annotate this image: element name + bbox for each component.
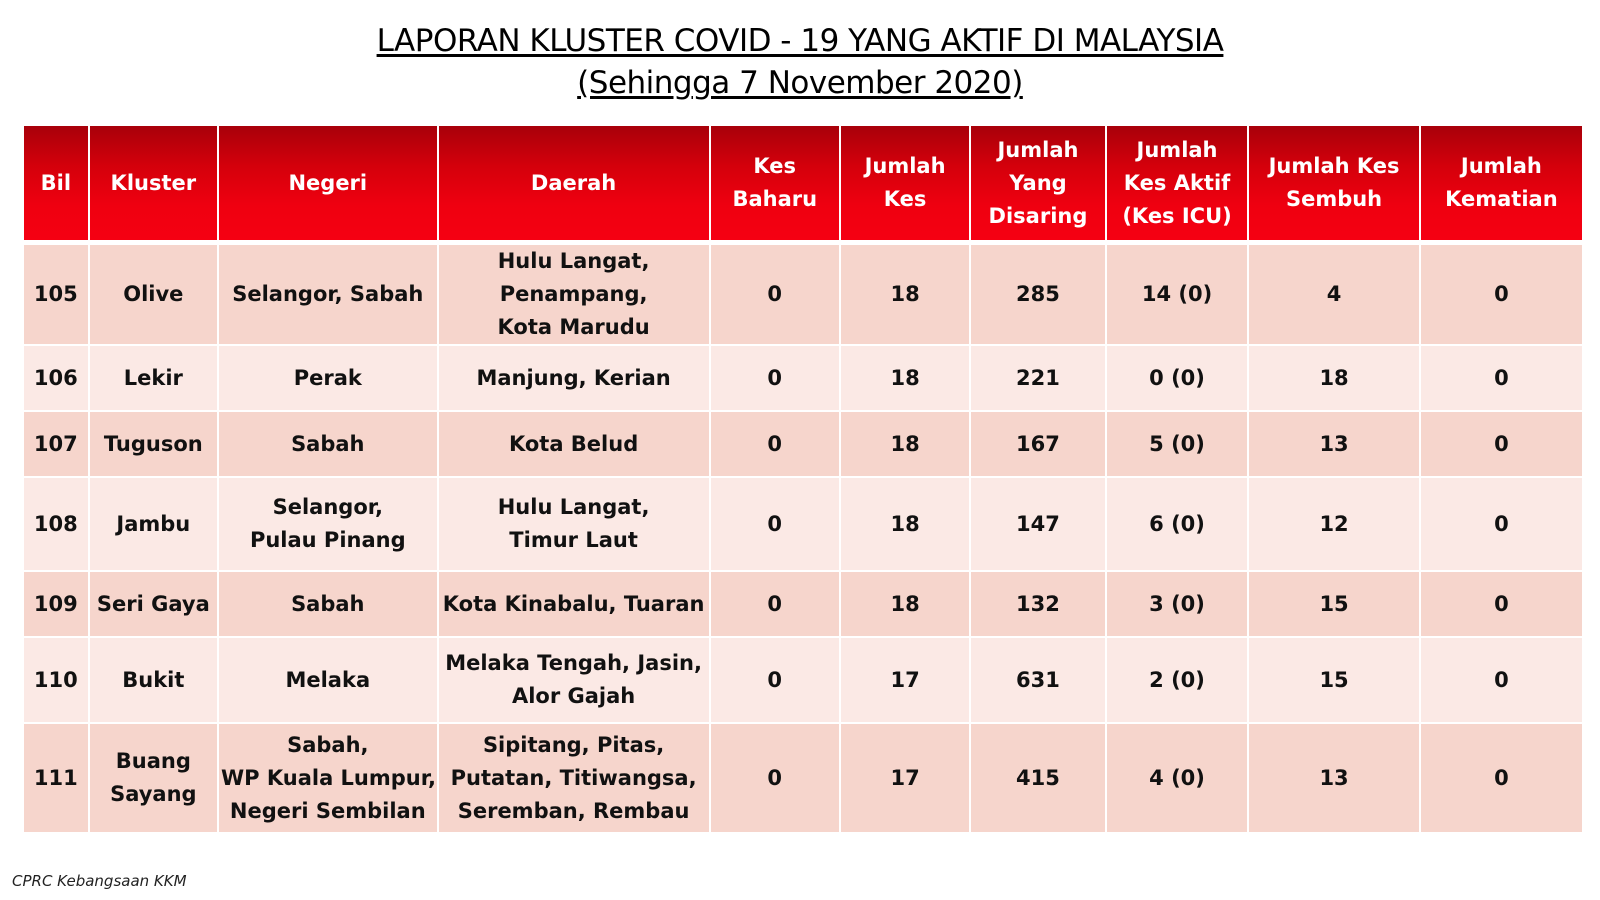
cell-negeri [218,571,438,637]
cell-text-line: Buang [115,749,191,773]
cell-bil: 107 [23,411,89,477]
cell-text-line: Selangor, Sabah [232,282,424,306]
header-jumlah-disaring [970,125,1105,243]
cell-text-line: Selangor, [272,495,383,519]
cell-text-line: WP Kuala Lumpur, [220,765,436,790]
title-block [0,20,1600,104]
cell-bil: 109 [23,571,89,637]
table-header-row [23,125,1583,243]
header-label-line: Kes [753,154,797,178]
table-row [23,345,1583,411]
cell-kes-sembuh: 15 [1248,571,1419,637]
cell-daerah [438,243,710,346]
header-label-line: Jumlah [864,154,946,178]
cell-kes-aktif-icu: 6 (0) [1106,477,1249,571]
cell-daerah [438,571,710,637]
cell-negeri [218,477,438,571]
cell-bil: 111 [23,723,89,833]
cell-text-line: Sabah [291,431,365,456]
cell-jumlah-kes: 18 [840,571,970,637]
cell-kes-sembuh: 18 [1248,345,1419,411]
cell-jumlah-kes: 17 [840,637,970,723]
header-label-line: Sembuh [1285,187,1383,211]
cell-kes-aktif-icu: 3 (0) [1106,571,1249,637]
header-label-line: Yang [1009,170,1067,195]
cell-kes-sembuh: 4 [1248,243,1419,346]
header-kes-baharu [710,125,840,243]
cell-jumlah-disaring: 631 [970,637,1105,723]
header-label-line: Daerah [530,170,617,195]
cell-bil: 110 [23,637,89,723]
cell-jumlah-disaring: 221 [970,345,1105,411]
cell-text-line: Perak [293,365,362,390]
cell-kes-sembuh: 13 [1248,411,1419,477]
cell-negeri [218,637,438,723]
cell-jumlah-kes: 18 [840,411,970,477]
cell-text-line: Kota Marudu [497,315,650,339]
cell-kes-baharu: 0 [710,637,840,723]
cell-jumlah-kes: 18 [840,345,970,411]
cell-text-line: Penampang, [499,282,648,306]
cell-text-line: Jambu [116,511,191,536]
cell-kes-baharu: 0 [710,571,840,637]
cell-kluster [89,637,218,723]
cell-text-line: Seremban, Rembau [457,798,690,823]
cell-kes-aktif-icu: 2 (0) [1106,637,1249,723]
cell-text-line: Hulu Langat, [497,249,650,273]
cell-kes-baharu: 0 [710,477,840,571]
cell-kes-sembuh: 15 [1248,637,1419,723]
header-label-line: Jumlah [1460,154,1542,178]
header-label-line: Jumlah [1136,137,1218,162]
header-jumlah-kes [840,125,970,243]
header-label-line: Negeri [288,170,368,195]
cell-kes-baharu: 0 [710,345,840,411]
header-label-line: Disaring [988,203,1088,228]
header-label-line: Kematian [1445,187,1558,211]
cell-negeri [218,723,438,833]
cell-kluster [89,571,218,637]
cell-kematian: 0 [1420,243,1583,346]
cell-text-line: Seri Gaya [96,591,210,616]
cell-kes-aktif-icu: 14 (0) [1106,243,1249,346]
cell-text-line: Melaka Tengah, Jasin, [445,651,702,675]
header-bil [23,125,89,243]
cell-kes-aktif-icu: 5 (0) [1106,411,1249,477]
cell-jumlah-disaring: 285 [970,243,1105,346]
cell-text-line: Kota Belud [508,431,639,456]
header-label-line: Kes [883,187,927,211]
header-label-line: Kes Aktif [1123,170,1231,195]
cell-bil: 106 [23,345,89,411]
cell-kluster [89,477,218,571]
cell-kluster [89,723,218,833]
cell-daerah [438,637,710,723]
header-kluster [89,125,218,243]
cell-kematian: 0 [1420,637,1583,723]
cell-text-line: Sipitang, Pitas, [482,732,665,757]
cell-jumlah-kes: 18 [840,243,970,346]
table-row [23,571,1583,637]
table-body [23,243,1583,834]
cell-kematian: 0 [1420,723,1583,833]
cell-daerah [438,411,710,477]
cell-jumlah-disaring: 132 [970,571,1105,637]
table-row [23,723,1583,833]
cell-text-line: Manjung, Kerian [476,365,671,390]
cell-kluster [89,411,218,477]
cell-negeri [218,411,438,477]
header-label-line: Jumlah [997,137,1079,162]
header-label-line: Kluster [110,170,197,195]
report-title: LAPORAN KLUSTER COVID - 19 YANG AKTIF DI MALAYSIA [376,23,1224,59]
cell-kes-baharu: 0 [710,411,840,477]
cell-negeri [218,345,438,411]
header-kematian [1420,125,1583,243]
header-kes-sembuh [1248,125,1419,243]
source-note: CPRC Kebangsaan KKM [12,872,187,890]
cell-text-line: Negeri Sembilan [229,798,426,823]
table-row [23,411,1583,477]
cell-bil: 108 [23,477,89,571]
cell-text-line: Kota Kinabalu, Tuaran [442,591,705,616]
cell-text-line: Tuguson [103,431,203,456]
cell-text-line: Sayang [110,782,197,806]
cell-kes-sembuh: 12 [1248,477,1419,571]
cell-kluster [89,345,218,411]
cell-kes-baharu: 0 [710,723,840,833]
cell-text-line: Timur Laut [509,528,638,552]
cell-negeri [218,243,438,346]
cell-kluster [89,243,218,346]
cell-kematian: 0 [1420,411,1583,477]
cluster-table [22,124,1584,834]
header-label-line: Bil [40,170,72,195]
cell-kematian: 0 [1420,477,1583,571]
cell-jumlah-disaring: 147 [970,477,1105,571]
header-daerah [438,125,710,243]
cell-text-line: Olive [123,282,184,306]
cell-jumlah-disaring: 415 [970,723,1105,833]
report-date-subtitle: (Sehingga 7 November 2020) [577,65,1023,101]
cell-text-line: Sabah, [287,732,369,757]
cell-daerah [438,723,710,833]
cell-kematian: 0 [1420,571,1583,637]
cell-daerah [438,477,710,571]
header-label-line: Jumlah Kes [1268,154,1400,178]
cell-kes-aktif-icu: 0 (0) [1106,345,1249,411]
header-label-line: Baharu [732,187,818,211]
cell-text-line: Lekir [123,365,183,390]
cell-kematian: 0 [1420,345,1583,411]
header-label-line: (Kes ICU) [1122,203,1232,228]
cell-text-line: Pulau Pinang [249,528,406,552]
cell-kes-aktif-icu: 4 (0) [1106,723,1249,833]
cell-text-line: Putatan, Titiwangsa, [450,765,697,790]
cell-text-line: Alor Gajah [511,684,636,708]
table-row [23,477,1583,571]
table-row [23,637,1583,723]
cell-jumlah-kes: 18 [840,477,970,571]
cell-daerah [438,345,710,411]
cell-text-line: Sabah [291,591,365,616]
header-negeri [218,125,438,243]
cell-kes-sembuh: 13 [1248,723,1419,833]
cell-jumlah-disaring: 167 [970,411,1105,477]
header-kes-aktif-icu [1106,125,1249,243]
table-row [23,243,1583,346]
cell-text-line: Melaka [285,667,371,692]
cell-jumlah-kes: 17 [840,723,970,833]
cell-bil: 105 [23,243,89,346]
cell-text-line: Bukit [122,667,185,692]
cell-kes-baharu: 0 [710,243,840,346]
cell-text-line: Hulu Langat, [497,495,650,519]
